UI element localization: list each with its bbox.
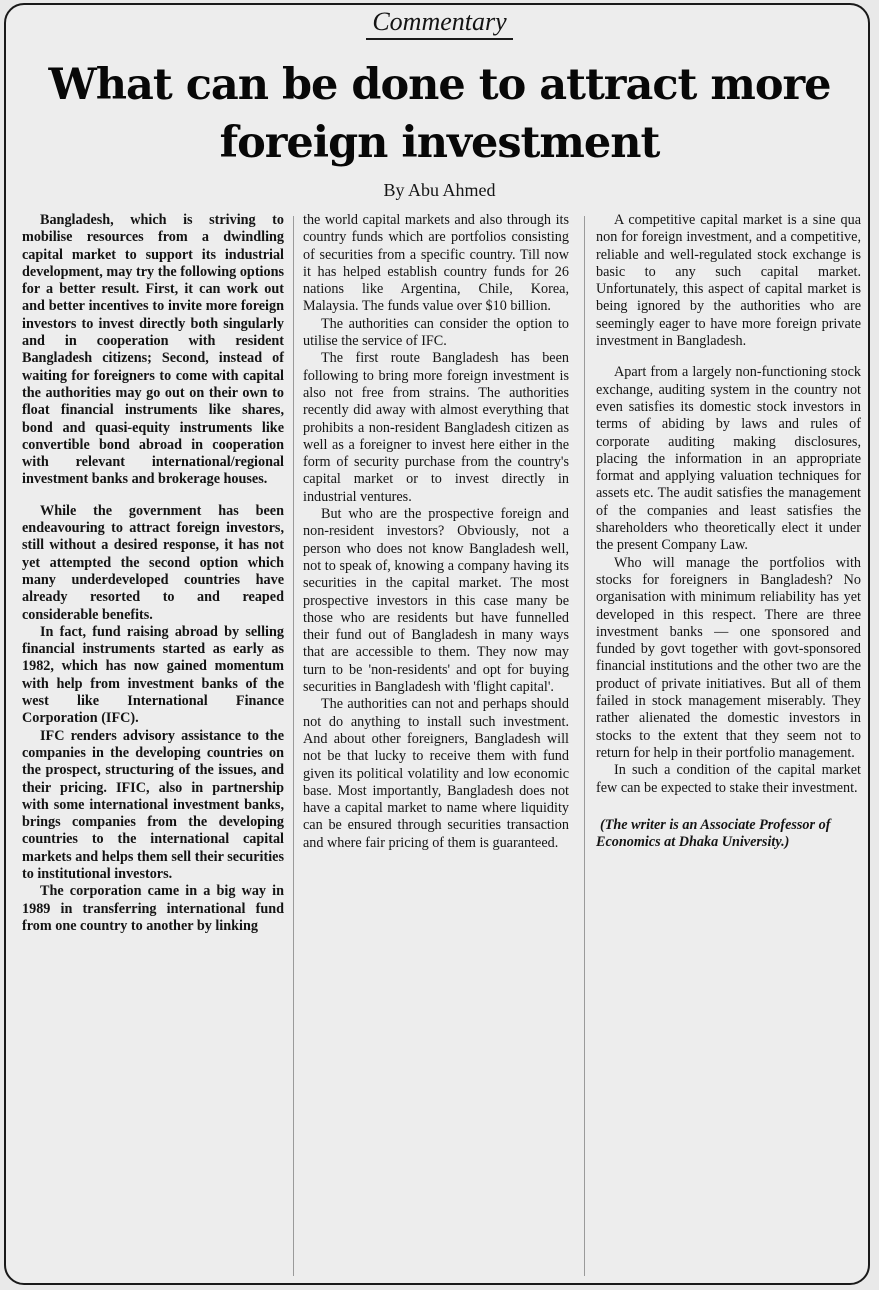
column-3 xyxy=(596,212,861,851)
column-1 xyxy=(22,212,284,935)
headline-line-2: foreign investment xyxy=(219,118,660,168)
column-2 xyxy=(303,212,569,852)
paragraph: Who will manage the portfolios with stocks for foreigners in Bangladesh? No organisation with minimum reliability has yet developed in this respect. There are three investment banks — one sponsored and funded by govt together with govt-sponsored financial institutions and the other two are the product of private initiatives. But all of them failed in stock management miserably. They rather alienated the domestic investors in stocks to the extent that they seem not to return for help in their portfolio management. xyxy=(596,554,861,761)
headline-line-1: What can be done to attract more xyxy=(48,60,831,110)
author-note: (The writer is an Associate Professor of Economics at Dhaka University.) xyxy=(596,816,831,851)
paragraph: Bangladesh, which is striving to mobilise resources from a dwindling capital market to support its industrial development, may try the following options for a better result. First, it can work out and better incentives to invite more foreign investors to invest directly both singularly and in cooperation with resident Bangladesh citizens; Second, instead of waiting for foreigners to come with capital the authorities may go out on their own to float financial instruments like shares, bond and quasi-equity instruments like convertible bond abroad in cooperation with relevant international/regional investment banks and brokerage houses. xyxy=(22,212,284,488)
column-rule xyxy=(293,216,294,1276)
paragraph: The first route Bangladesh has been following to bring more foreign investment is also not free from strains. The authorities recently did away with almost everything that prohibits a non-resident Bangladesh citizen as well as a foreigner to invest here either in the form of security purchase from the country's capital market or to invest directly in industrial ventures. xyxy=(303,350,569,505)
section-header xyxy=(0,6,879,40)
paragraph: the world capital markets and also through its country funds which are portfolios consisting of securities from a specific country. Till now it has helped establish country funds for 26 nations like Argentina, Chile, Korea, Malaysia. The funds value over $10 billion. xyxy=(303,212,569,315)
section-label: Commentary xyxy=(366,6,512,40)
paragraph: But who are the prospective foreign and non-resident investors? Obviously, not a person who does not know Bangladesh well, not to speak of, knowing a company having its securities in the capital market. The most prospective investors in this case many be those who are residents but have funnelled their fund out of Bangladesh in many ways that are accessible to them. They now may turn to be 'non-residents' and opt for buying securities in Bangladesh with 'flight capital'. xyxy=(303,506,569,696)
paragraph: The authorities can consider the option to utilise the service of IFC. xyxy=(303,315,569,350)
column-rule xyxy=(584,216,585,1276)
paragraph: The corporation came in a big way in 1989 in transferring international fund from one country to another by linking xyxy=(22,883,284,934)
paragraph: In fact, fund raising abroad by selling financial instruments started as early as 1982, which has now gained momentum with help from investment banks of the west like International Finance Corporation (IFC). xyxy=(22,623,284,727)
paragraph: In such a condition of the capital market few can be expected to stake their investment. xyxy=(596,762,861,796)
paragraph: Apart from a largely non-functioning stock exchange, auditing system in the country not even satisfies its domestic stock investors in terms of abiding by laws and rules of corporate auditing making disclosures, placing the information in an appropriate format and applying valuation techniques for assets etc. The audit satisfies the management of the companies and least satisfies the shareholders who theoretically elect it under the present Company Law. xyxy=(596,364,861,554)
paragraph: The authorities can not and perhaps should not do anything to install such investment. And about other foreigners, Bangladesh will not be that lucky to receive them with fund given its political volatility and low economic base. Most importantly, Bangladesh does not have a capital market to name where liquidity can be ensured through securities transaction and where fair pricing of them is guaranteed. xyxy=(303,696,569,851)
headline xyxy=(0,56,879,172)
byline: By Abu Ahmed xyxy=(383,180,496,200)
paragraph: IFC renders advisory assistance to the companies in the developing countries on the prospect, structuring of the issues, and their pricing. IFIC, also in partnership with some international investment banks, brings companies from the developing countries to the international capital markets and helps them sell their securities to institutional investors. xyxy=(22,727,284,882)
paragraph: While the government has been endeavouring to attract foreign investors, still without a desired response, it has not yet attempted the second option which many underdeveloped countries have already resorted to and reaped considerable benefits. xyxy=(22,502,284,623)
paragraph: A competitive capital market is a sine qua non for foreign investment, and a competitive, reliable and well-regulated stock exchange is basic to any such capital market. Unfortunately, this aspect of capital market is being ignored by the authorities who are seemingly eager to have more foreign private investment in Bangladesh. xyxy=(596,212,861,350)
